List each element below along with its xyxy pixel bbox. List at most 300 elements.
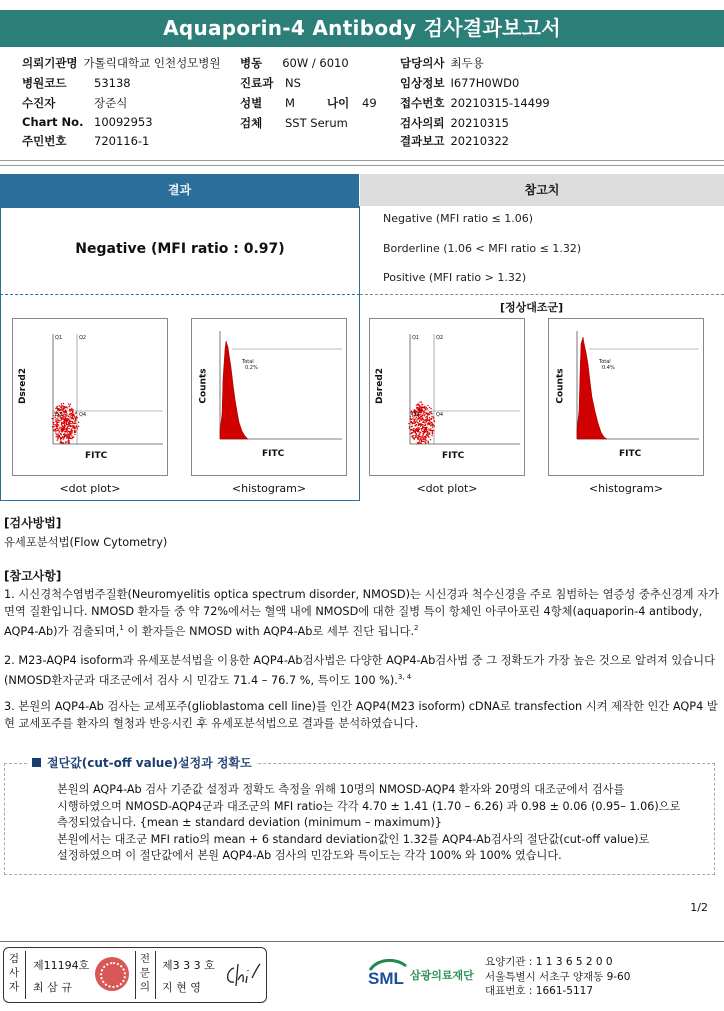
- scatter-dot: [416, 405, 417, 406]
- scatter-dot: [426, 416, 427, 417]
- scatter-dot: [422, 415, 423, 416]
- scatter-dot: [422, 407, 423, 408]
- scatter-dot: [423, 425, 424, 426]
- scatter-dot: [57, 433, 58, 434]
- scatter-dot: [55, 432, 56, 433]
- scatter-dot: [428, 441, 429, 442]
- scatter-dot: [70, 438, 71, 439]
- scatter-dot: [424, 429, 425, 430]
- scatter-dot: [66, 413, 67, 414]
- scatter-dot: [421, 439, 422, 440]
- scatter-dot: [62, 436, 63, 437]
- scatter-dot: [414, 419, 415, 420]
- scatter-dot: [418, 438, 419, 439]
- scatter-dot: [419, 417, 420, 418]
- scatter-dot: [434, 426, 435, 427]
- scatter-dot: [65, 422, 66, 423]
- scatter-dot: [427, 435, 428, 436]
- scatter-dot: [422, 410, 423, 411]
- scatter-dot: [410, 418, 411, 419]
- org-name: 삼광의료재단: [410, 969, 474, 982]
- scatter-dot: [64, 426, 65, 427]
- scatter-dot: [61, 430, 62, 431]
- scatter-dot: [419, 424, 420, 425]
- scatter-dot: [422, 422, 423, 423]
- specialist-number: 제3 3 3 호: [162, 959, 215, 972]
- dept-label: 진료과: [240, 76, 274, 90]
- scatter-dot: [69, 425, 70, 426]
- scatter-dot: [423, 438, 424, 439]
- scatter-dot: [417, 407, 418, 408]
- scatter-dot: [422, 431, 423, 432]
- scatter-dot: [421, 409, 422, 410]
- scatter-dot: [78, 422, 79, 423]
- scatter-dot: [424, 406, 425, 407]
- scatter-dot: [73, 415, 74, 416]
- scatter-dot: [424, 432, 425, 433]
- scatter-dot: [69, 414, 70, 415]
- scatter-dot: [54, 431, 55, 432]
- result-header: 결과: [0, 174, 359, 206]
- scatter-dot: [52, 427, 53, 428]
- scatter-dot: [425, 412, 426, 413]
- scatter-dot: [59, 427, 60, 428]
- scatter-dot: [71, 421, 72, 422]
- scatter-dot: [64, 406, 65, 407]
- scatter-dot: [416, 435, 417, 436]
- scatter-dot: [63, 414, 64, 415]
- examinee-value: 장준식: [94, 96, 128, 110]
- scatter-dot: [422, 426, 423, 427]
- result-value: Negative (MFI ratio : 0.97): [75, 241, 285, 257]
- scatter-dot: [424, 427, 425, 428]
- scatter-dot: [68, 442, 69, 443]
- scatter-dot: [420, 425, 421, 426]
- hospital-code-value: 53138: [94, 76, 131, 90]
- doctor-value: 최두용: [450, 56, 484, 70]
- scatter-dot: [417, 442, 418, 443]
- separator: [0, 165, 724, 166]
- sign-divider: [135, 951, 136, 999]
- control-dot-q3: Q3: [412, 412, 420, 418]
- scatter-dot: [419, 402, 420, 403]
- control-dot-q1: Q1: [412, 335, 420, 341]
- scatter-dot: [64, 417, 65, 418]
- scatter-dot: [429, 429, 430, 430]
- chart-label: Chart No.: [22, 115, 84, 129]
- scatter-dot: [429, 407, 430, 408]
- sex-value: M: [285, 96, 295, 110]
- scatter-dot: [422, 418, 423, 419]
- scatter-dot: [427, 405, 428, 406]
- scatter-dot: [417, 403, 418, 404]
- scatter-dot: [416, 408, 417, 409]
- scatter-dot: [66, 437, 67, 438]
- scatter-dot: [61, 405, 62, 406]
- scatter-dot: [68, 416, 69, 417]
- scatter-dot: [58, 431, 59, 432]
- scatter-dot: [75, 430, 76, 431]
- scatter-dot: [56, 418, 57, 419]
- scatter-dot: [68, 404, 69, 405]
- scatter-dot: [59, 409, 60, 410]
- scatter-dot: [416, 436, 417, 437]
- control-histogram-caption: <histogram>: [588, 482, 664, 495]
- sml-logo-svg: [366, 956, 410, 990]
- scatter-dot: [421, 412, 422, 413]
- scatter-dot: [61, 403, 62, 404]
- scatter-dot: [67, 429, 68, 430]
- dot-q4: Q4: [79, 412, 87, 418]
- logo-text: SML: [368, 969, 404, 988]
- receipt-label: 접수번호: [400, 96, 445, 110]
- scatter-dot: [60, 438, 61, 439]
- separator: [0, 160, 724, 161]
- scatter-dot: [418, 442, 419, 443]
- dot-cluster: [52, 403, 80, 444]
- age-value: 49: [362, 96, 377, 110]
- control-hist-ylabel: Counts: [555, 368, 566, 404]
- scatter-dot: [428, 423, 429, 424]
- scatter-dot: [422, 441, 423, 442]
- hist-xlabel: FITC: [262, 449, 285, 459]
- cutoff-title-text: 절단값(cut-off value)설정과 정확도: [47, 756, 252, 770]
- scatter-dot: [64, 419, 65, 420]
- scatter-dot: [431, 425, 432, 426]
- scatter-dot: [67, 434, 68, 435]
- sex-label: 성별: [240, 96, 263, 110]
- institution-label: 의뢰기관명: [22, 56, 78, 70]
- scatter-dot: [420, 432, 421, 433]
- dot-q1: Q1: [55, 335, 63, 341]
- scatter-dot: [428, 428, 429, 429]
- scatter-dot: [423, 411, 424, 412]
- examiner-name: 최 삼 규: [33, 981, 72, 994]
- scatter-dot: [425, 441, 426, 442]
- org-address: 서울특별시 서초구 양재동 9-60: [485, 970, 631, 983]
- scatter-dot: [61, 422, 62, 423]
- scatter-dot: [57, 419, 58, 420]
- scatter-dot: [424, 415, 425, 416]
- reference-header: 참고치: [360, 174, 724, 206]
- scatter-dot: [424, 420, 425, 421]
- cutoff-line-5: 설정하였으며 이 절단값에서 본원 AQP4-Ab 검사의 민감도와 특이도는 각각 100% 와 100% 였습니다.: [57, 849, 562, 862]
- scatter-dot: [65, 442, 66, 443]
- scatter-dot: [65, 409, 66, 410]
- scatter-dot: [66, 406, 67, 407]
- scatter-dot: [410, 433, 411, 434]
- specimen-value: SST Serum: [285, 116, 348, 130]
- scatter-dot: [432, 433, 433, 434]
- scatter-dot: [412, 423, 413, 424]
- control-dot-q4: Q4: [436, 412, 444, 418]
- scatter-dot: [427, 419, 428, 420]
- scatter-dot: [71, 435, 72, 436]
- scatter-dot: [64, 435, 65, 436]
- cutoff-line-3: 측정되었습니다. {mean ± standard deviation (minimum – maximum)}: [57, 816, 442, 829]
- scatter-dot: [419, 429, 420, 430]
- scatter-dot: [430, 428, 431, 429]
- specialist-vertical-label: 전문의: [139, 953, 151, 993]
- scatter-dot: [421, 407, 422, 408]
- patient-histogram: [191, 318, 347, 476]
- scatter-dot: [409, 426, 410, 427]
- scatter-dot: [421, 441, 422, 442]
- cutoff-line-1: 본원의 AQP4-Ab 검사 기준값 설정과 정확도 측정을 위해 10명의 NMOSD-AQP4 환자와 20명의 대조군에서 검사를: [57, 783, 625, 796]
- scatter-dot: [429, 418, 430, 419]
- scatter-dot: [418, 409, 419, 410]
- dot-q3: Q3: [55, 412, 63, 418]
- scatter-dot: [433, 420, 434, 421]
- scatter-dot: [418, 427, 419, 428]
- scatter-dot: [432, 422, 433, 423]
- control-dot-ylabel: Dsred2: [375, 367, 386, 405]
- scatter-dot: [56, 434, 57, 435]
- scatter-dot: [413, 438, 414, 439]
- scatter-dot: [56, 424, 57, 425]
- scatter-dot: [426, 422, 427, 423]
- scatter-dot: [62, 429, 63, 430]
- dot-plot-caption: <dot plot>: [59, 482, 121, 495]
- ward-label: 병동: [240, 56, 263, 70]
- notes-title: [참고사항]: [4, 569, 62, 583]
- scatter-dot: [53, 415, 54, 416]
- control-histogram-peak: [577, 337, 607, 439]
- scatter-dot: [56, 436, 57, 437]
- sml-logo-icon: [366, 956, 410, 994]
- cutoff-line-2: 시행하였으며 NMOSD-AQP4군과 대조군의 MFI ratio는 각각 4.70 ± 1.41 (1.70 – 6.26) 과 0.98 ± 0.06 (0.95– 1.06)으로: [57, 799, 681, 813]
- scatter-dot: [57, 406, 58, 407]
- scatter-dot: [414, 410, 415, 411]
- scatter-dot: [76, 412, 77, 413]
- examiner-vertical-label: 검사자: [8, 953, 20, 993]
- scatter-dot: [63, 421, 64, 422]
- scatter-dot: [414, 431, 415, 432]
- scatter-dot: [78, 426, 79, 427]
- scatter-dot: [413, 428, 414, 429]
- scatter-dot: [75, 419, 76, 420]
- specialist-name: 지 현 영: [162, 981, 201, 994]
- scatter-dot: [75, 427, 76, 428]
- scatter-dot: [62, 419, 63, 420]
- scatter-dot: [421, 416, 422, 417]
- scatter-dot: [420, 438, 421, 439]
- scatter-dot: [411, 422, 412, 423]
- scatter-dot: [421, 428, 422, 429]
- request-label: 검사의뢰: [400, 116, 445, 130]
- scatter-dot: [422, 404, 423, 405]
- scatter-dot: [432, 432, 433, 433]
- ref-negative: Negative (MFI ratio ≤ 1.06): [383, 212, 534, 225]
- notes-p1-ref2: 2: [414, 624, 419, 632]
- scatter-dot: [60, 428, 61, 429]
- scatter-dot: [425, 439, 426, 440]
- notes-paragraph-1: [4, 586, 720, 640]
- scatter-dot: [57, 422, 58, 423]
- notes-paragraph-3: 3. 본원의 AQP4-Ab 검사는 교세포주(glioblastoma cell line)를 인간 AQP4(M23 isoform) cDNA로 transfection 시켜 제작한 인간 AQP4 발현 교세포주를 환자의 혈청과 반응시킨 후 유세포분석법으로 결과를 분석하였습니다.: [4, 700, 718, 730]
- normal-control-label: [정상대조군]: [500, 301, 564, 314]
- scatter-dot: [75, 426, 76, 427]
- notes-p1-ref1: 1: [119, 624, 124, 632]
- control-dot-caption: <dot plot>: [416, 482, 478, 495]
- scatter-dot: [420, 407, 421, 408]
- scatter-dot: [68, 424, 69, 425]
- scatter-dot: [427, 424, 428, 425]
- scatter-dot: [70, 415, 71, 416]
- dot-ylabel: Dsred2: [18, 367, 29, 405]
- scatter-dot: [431, 416, 432, 417]
- scatter-dot: [54, 429, 55, 430]
- scatter-dot: [52, 418, 53, 419]
- scatter-dot: [74, 421, 75, 422]
- org-info: [485, 955, 630, 999]
- scatter-dot: [423, 413, 424, 414]
- scatter-dot: [62, 417, 63, 418]
- scatter-dot: [68, 440, 69, 441]
- scatter-dot: [416, 419, 417, 420]
- scatter-dot: [409, 427, 410, 428]
- scatter-dot: [74, 423, 75, 424]
- examiner-number: 제11194호: [33, 959, 90, 972]
- signature-icon: [222, 960, 262, 990]
- control-dot-cluster: [408, 402, 435, 444]
- scatter-dot: [421, 424, 422, 425]
- scatter-dot: [69, 436, 70, 437]
- hist-ylabel: Counts: [198, 368, 209, 404]
- scatter-dot: [426, 432, 427, 433]
- scatter-dot: [411, 433, 412, 434]
- scatter-dot: [66, 418, 67, 419]
- notes-p2-text: 2. M23-AQP4 isoform과 유세포분석법을 이용한 AQP4-Ab검사법은 다양한 AQP4-Ab검사법 중 그 정확도가 가장 높은 것으로 알려져 있습니다(NMOSD환자군과 대조군에서 검사 시 민감도 71.4 – 76.7 %, 특이도 100 %).: [4, 654, 716, 687]
- scatter-dot: [431, 418, 432, 419]
- scatter-dot: [413, 435, 414, 436]
- histogram-caption: <histogram>: [231, 482, 307, 495]
- square-bullet-icon: [32, 758, 41, 767]
- scatter-dot: [70, 423, 71, 424]
- histogram-peak: [220, 341, 248, 439]
- dept-value: NS: [285, 76, 301, 90]
- method-title: [검사방법]: [4, 516, 62, 530]
- scatter-dot: [421, 402, 422, 403]
- scatter-dot: [61, 408, 62, 409]
- org-code: 요양기관 : 1 1 3 6 5 2 0 0: [485, 956, 613, 968]
- scatter-dot: [68, 428, 69, 429]
- sign-divider: [25, 951, 26, 999]
- scatter-dot: [432, 424, 433, 425]
- scatter-dot: [424, 412, 425, 413]
- scatter-dot: [424, 414, 425, 415]
- scatter-dot: [62, 409, 63, 410]
- scatter-dot: [432, 427, 433, 428]
- scatter-dot: [410, 416, 411, 417]
- scatter-dot: [419, 433, 420, 434]
- hospital-code-label: 병원코드: [22, 76, 67, 90]
- scatter-dot: [74, 430, 75, 431]
- control-dot-q2: Q2: [436, 335, 444, 341]
- scatter-dot: [68, 419, 69, 420]
- scatter-dot: [417, 422, 418, 423]
- doctor-label: 담당의사: [400, 56, 445, 70]
- scatter-dot: [421, 429, 422, 430]
- scatter-dot: [53, 424, 54, 425]
- scatter-dot: [56, 420, 57, 421]
- notes-p2-ref: 3, 4: [397, 673, 412, 681]
- scatter-dot: [58, 408, 59, 409]
- notes-paragraph-2: [4, 652, 720, 689]
- scatter-dot: [419, 420, 420, 421]
- scatter-dot: [67, 426, 68, 427]
- scatter-dot: [418, 418, 419, 419]
- report-date-value: 20210322: [450, 134, 509, 148]
- scatter-dot: [66, 412, 67, 413]
- cutoff-title: [28, 754, 256, 771]
- scatter-dot: [54, 426, 55, 427]
- method-text: 유세포분석법(Flow Cytometry): [4, 536, 168, 549]
- scatter-dot: [56, 427, 57, 428]
- scatter-dot: [420, 418, 421, 419]
- dot-xlabel: FITC: [85, 451, 108, 461]
- report-title: Aquaporin-4 Antibody 검사결과보고서: [0, 10, 724, 47]
- notes-p1-tail: 이 환자들은 NMOSD with AQP4-Ab로 세부 진단 됩니다.: [123, 624, 415, 638]
- scatter-dot: [72, 418, 73, 419]
- scatter-dot: [62, 426, 63, 427]
- clinical-value: I677H0WD0: [450, 76, 520, 90]
- scatter-dot: [72, 409, 73, 410]
- control-dot-xlabel: FITC: [442, 451, 465, 461]
- control-histogram: [548, 318, 704, 476]
- specimen-label: 검체: [240, 116, 263, 130]
- page-number: 1/2: [690, 901, 708, 914]
- scatter-dot: [415, 424, 416, 425]
- scatter-dot: [67, 428, 68, 429]
- scatter-dot: [76, 427, 77, 428]
- scatter-dot: [408, 423, 409, 424]
- id-label: 주민번호: [22, 134, 67, 148]
- scatter-dot: [429, 417, 430, 418]
- hist-total-value: 0.2%: [245, 365, 258, 371]
- scatter-dot: [427, 431, 428, 432]
- scatter-dot: [59, 435, 60, 436]
- scatter-dot: [419, 436, 420, 437]
- scatter-dot: [433, 417, 434, 418]
- scatter-dot: [70, 431, 71, 432]
- scatter-dot: [429, 414, 430, 415]
- scatter-dot: [61, 423, 62, 424]
- scatter-dot: [68, 406, 69, 407]
- scatter-dot: [68, 431, 69, 432]
- scatter-dot: [72, 415, 73, 416]
- scatter-dot: [417, 437, 418, 438]
- scatter-dot: [415, 422, 416, 423]
- scatter-dot: [430, 411, 431, 412]
- id-value: 720116-1: [94, 134, 150, 148]
- control-total-label: Total: [599, 359, 611, 365]
- scatter-dot: [419, 412, 420, 413]
- scatter-dot: [424, 422, 425, 423]
- scatter-dot: [74, 432, 75, 433]
- scatter-dot: [427, 408, 428, 409]
- scatter-dot: [418, 431, 419, 432]
- scatter-dot: [422, 435, 423, 436]
- scatter-dot: [423, 433, 424, 434]
- scatter-dot: [417, 427, 418, 428]
- scatter-dot: [419, 409, 420, 410]
- control-total-value: 0.4%: [602, 365, 615, 371]
- clinical-label: 임상정보: [400, 76, 445, 90]
- institution-value: 가톨릭대학교 인천성모병원: [83, 56, 221, 70]
- scatter-dot: [59, 420, 60, 421]
- scatter-dot: [63, 442, 64, 443]
